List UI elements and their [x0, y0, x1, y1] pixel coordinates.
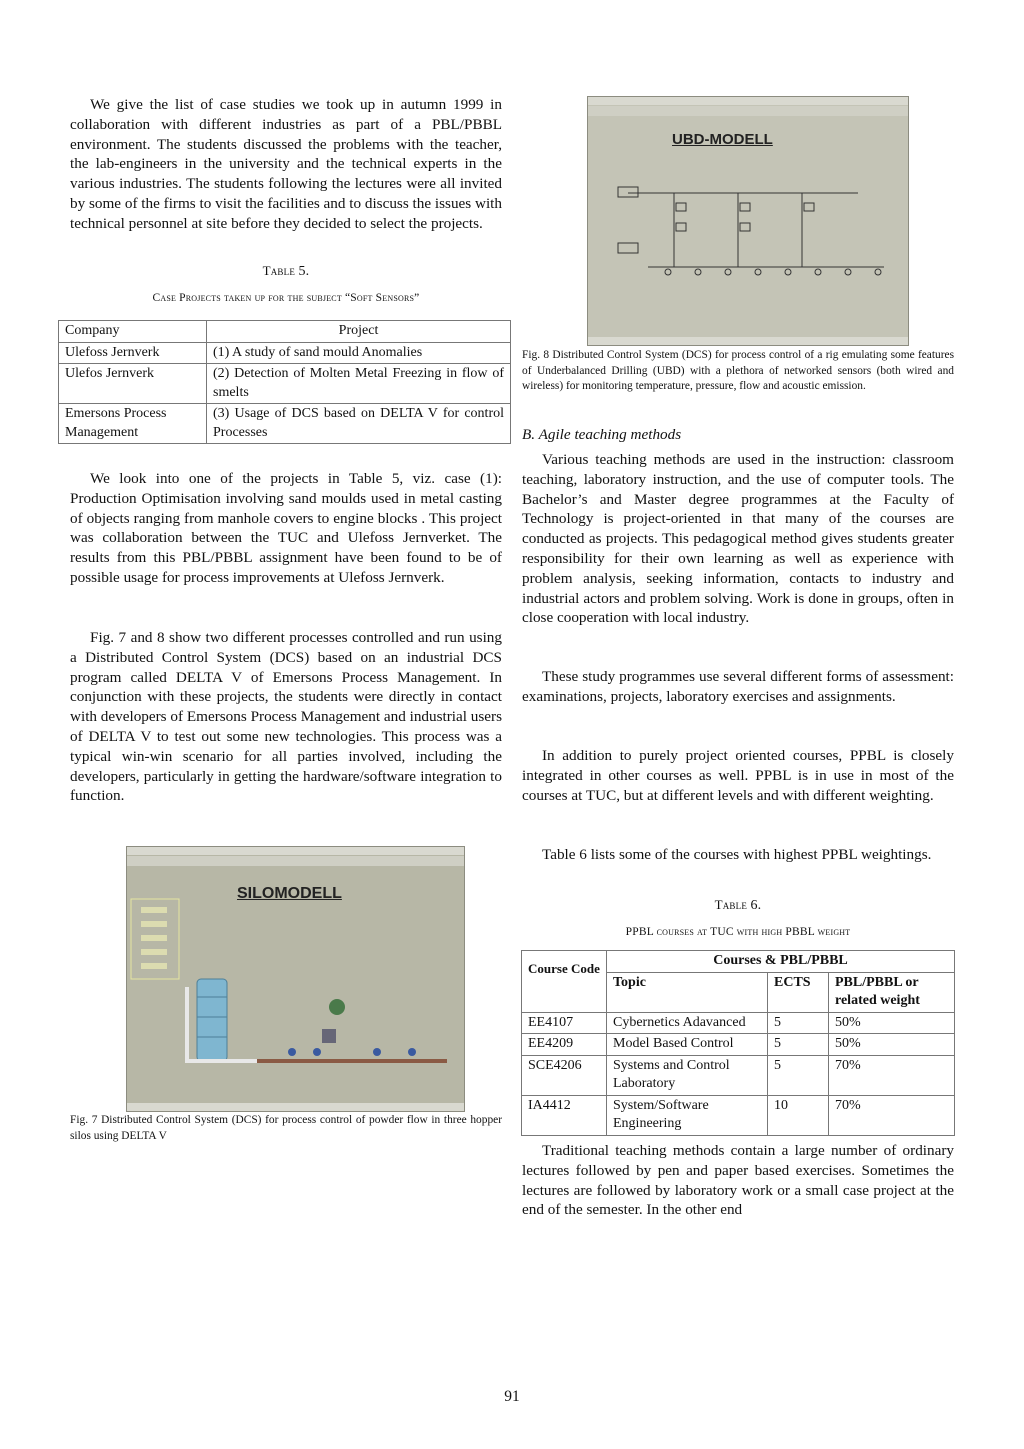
table6-header-group: Courses & PBL/PBBL — [607, 951, 955, 973]
table6-cell: 50% — [829, 1034, 955, 1056]
right-paragraph-2: These study programmes use several different forms of assessment: examinations, projects, laboratory exercises and assignments. — [522, 668, 954, 705]
fig8-caption: Fig. 8 Distributed Control System (DCS) for process control of a rig emulating some features of Underbalanced Drilling (UBD) with a plethora of networked sensors (both wired and wireless) for monitoring temperature, pressure, flow and acoustic emission. — [522, 349, 954, 393]
table6-cell: 10 — [768, 1095, 829, 1135]
fig8-title: UBD-MODELL — [672, 131, 773, 148]
table6-label — [522, 897, 954, 914]
table5-header-project: Project — [207, 321, 511, 343]
fig7-caption: Fig. 7 Distributed Control System (DCS) for process control of powder flow in three hopper silos using DELTA V — [70, 1114, 502, 1142]
right-paragraph-5: Traditional teaching methods contain a large number of ordinary lectures followed by pen and paper based exercises. Sometimes the lectures are followed by laboratory work or a small case project at the end of the semester. In the other end — [522, 1142, 954, 1219]
table6-cell: 5 — [768, 1012, 829, 1034]
table6-cell: Systems and Control Laboratory — [607, 1055, 768, 1095]
left-paragraph-1: We give the list of case studies we took up in autumn 1999 in collaboration with different industries as part of a PBL/PBBL environment. The students discussed the problems with the teacher, the lab-engineers in the university and the technical experts in the various industries. The students following the lectures were all invited by some of the firms to visit the facilities and to discuss the issues with technical personnel at site before they decided to select the projects. — [70, 96, 502, 232]
table6 — [521, 950, 955, 1136]
table6-cell: 5 — [768, 1055, 829, 1095]
table5-cell: Emersons Process Management — [59, 404, 207, 444]
table6-cell: EE4107 — [522, 1012, 607, 1034]
table6-header-weight: PBL/PBBL or related weight — [829, 972, 955, 1012]
table6-cell: 5 — [768, 1034, 829, 1056]
fig8-process-diagram — [588, 97, 908, 345]
table6-header-code: Course Code — [522, 951, 607, 1013]
table5-header-company: Company — [59, 321, 207, 343]
fig7-screenshot — [126, 846, 465, 1112]
fig8-screenshot — [587, 96, 909, 346]
table6-header-topic: Topic — [607, 972, 768, 1012]
table6-cell: 50% — [829, 1012, 955, 1034]
section-heading: B. Agile teaching methods — [522, 426, 682, 443]
table-row — [522, 1034, 955, 1056]
right-paragraph-4: Table 6 lists some of the courses with highest PPBL weightings. — [542, 846, 932, 863]
table6-cell: EE4209 — [522, 1034, 607, 1056]
table6-caption: PPBL courses at TUC with high PBBL weight — [625, 926, 851, 938]
table6-label-number: 6. — [750, 898, 762, 913]
fig7-process-diagram — [127, 847, 464, 1111]
left-paragraph-2: We look into one of the projects in Table 5, viz. case (1): Production Optimisation involving sand moulds used in metal casting of objects ranging from manhole covers to engine blocks . This project was collaboration between the TUC and Ulefoss Jernverket. The results from this PBL/PBBL assignment have been found to be of possible usage for process improvements at Ulefoss Jernverk. — [70, 470, 502, 586]
table-row — [522, 1012, 955, 1034]
table6-cell: SCE4206 — [522, 1055, 607, 1095]
fig7-title: SILOMODELL — [237, 885, 342, 902]
table-row — [59, 364, 511, 404]
table5-header-row — [59, 321, 511, 343]
table5-cell: (2) Detection of Molten Metal Freezing in flow of smelts — [207, 364, 511, 404]
table6-cell: Cybernetics Adavanced — [607, 1012, 768, 1034]
table5-label — [70, 263, 502, 280]
table6-cell: Model Based Control — [607, 1034, 768, 1056]
table5-caption: Case Projects taken up for the subject “Soft Sensors” — [152, 292, 420, 304]
table5-label-number: 5. — [298, 264, 310, 279]
right-paragraph-1: Various teaching methods are used in the instruction: classroom teaching, laboratory instruction, and the use of computer tools. The Bachelor’s and Master degree programmes at the Faculty of Technology is project-oriented in that many of the courses are conducted as projects. This pedagogical method gives students greater responsibility for their own learning as well as experience with problem analysis, seeking information, contacts to industry and industrial actors and problem solving. Work is done in groups, often in close cooperation with local industry. — [522, 451, 954, 627]
table5 — [58, 320, 511, 444]
right-paragraph-3: In addition to purely project oriented courses, PPBL is closely integrated in other courses as well. PPBL is in use in most of the courses at TUC, but at different levels and with different weighting. — [522, 747, 954, 804]
table6-cell: IA4412 — [522, 1095, 607, 1135]
table-row — [59, 404, 511, 444]
table5-cell: Ulefos Jernverk — [59, 364, 207, 404]
table6-cell: System/Software Engineering — [607, 1095, 768, 1135]
page-number: 91 — [504, 1388, 520, 1405]
table5-cell: (1) A study of sand mould Anomalies — [207, 342, 511, 364]
table5-label-prefix: Table — [262, 263, 299, 278]
table6-header-ects: ECTS — [768, 972, 829, 1012]
table-row — [59, 342, 511, 364]
table5-cell: (3) Usage of DCS based on DELTA V for control Processes — [207, 404, 511, 444]
table-row — [522, 1095, 955, 1135]
table6-label-prefix: Table — [714, 897, 751, 912]
table6-cell: 70% — [829, 1055, 955, 1095]
table6-group-row — [522, 951, 955, 973]
left-paragraph-3: Fig. 7 and 8 show two different processes controlled and run using a Distributed Control System (DCS) based on an industrial DCS program called DELTA V of Emersons Process Management. In conjunction with these projects, the students were directly in contact with developers of Emersons Process Management and industrial users of DELTA V to test out some new technologies. This process was a typical win-win scenario for all parties involved, including the developers, particularly in getting the hardware/software integration to function. — [70, 629, 502, 805]
table-row — [522, 1055, 955, 1095]
table5-cell: Ulefoss Jernverk — [59, 342, 207, 364]
table6-cell: 70% — [829, 1095, 955, 1135]
